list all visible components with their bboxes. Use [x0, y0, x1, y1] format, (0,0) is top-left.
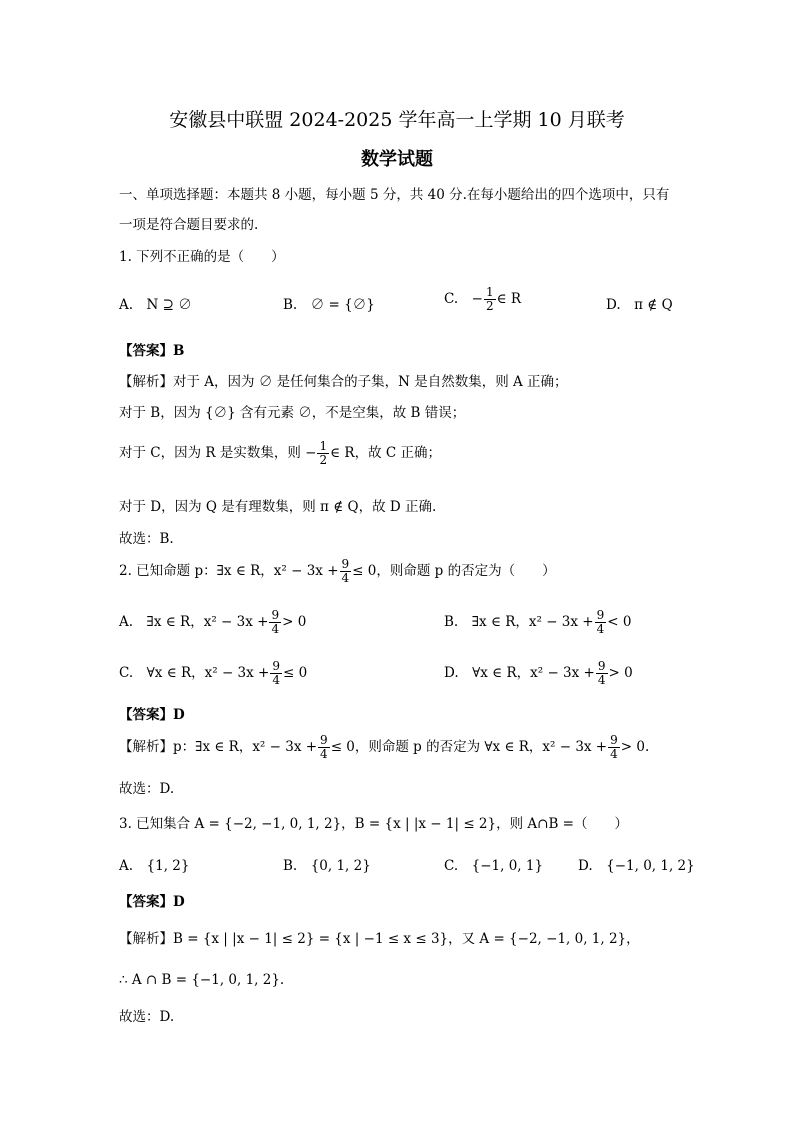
q2-option-a — [119, 609, 306, 636]
section-heading-line2: 一项是符合题目要求的. — [119, 217, 259, 233]
q2-option-a-prefix: A. ∃x ∈ R，x² − 3x + — [119, 614, 269, 630]
q1-exp3-suffix: ∈ R，故 C 正确； — [330, 445, 441, 461]
q2-exp-den-2: 4 — [610, 747, 618, 761]
q1-option-c-den: 2 — [485, 299, 494, 313]
q1-exp3-den: 2 — [319, 453, 328, 467]
q2-option-c-num: 9 — [272, 659, 281, 673]
q1-explanation-3 — [119, 440, 441, 467]
q2-stem-den: 4 — [341, 571, 350, 585]
q2-exp-middle: ≤ 0，则命题 p 的否定为 ∀x ∈ R，x² − 3x + — [330, 739, 608, 755]
q3-explanation-1: 【解析】B = {x | |x − 1| ≤ 2} = {x | −1 ≤ x ≤ 3}，又 A = {−2, −1, 0, 1, 2}， — [119, 931, 640, 947]
q2-choose: 故选：D. — [119, 781, 175, 797]
q3-option-a: A. {1, 2} — [119, 858, 190, 874]
q2-option-c — [119, 660, 307, 687]
q2-option-a-den: 4 — [271, 622, 280, 636]
document-subtitle: 数学试题 — [361, 149, 433, 170]
q2-option-b-suffix: < 0 — [607, 614, 632, 630]
q1-exp3-fraction — [317, 440, 329, 467]
q2-option-c-den: 4 — [272, 673, 281, 687]
q2-option-b-fraction — [595, 609, 607, 636]
q2-stem-fraction — [340, 558, 352, 585]
document-title: 安徽县中联盟 2024-2025 学年高一上学期 10 月联考 — [169, 109, 625, 131]
q2-option-d-num: 9 — [597, 659, 606, 673]
q2-option-b-num: 9 — [596, 608, 605, 622]
q2-exp-suffix: > 0. — [620, 739, 650, 755]
section-heading-line1: 一、单项选择题：本题共 8 小题，每小题 5 分，共 40 分.在每小题给出的四个选项中，只有 — [119, 187, 670, 203]
q1-explanation-1: 【解析】对于 A，因为 ∅ 是任何集合的子集，N 是自然数集，则 A 正确； — [119, 374, 568, 390]
q2-exp-fraction-2 — [608, 734, 620, 761]
q2-option-d-suffix: > 0 — [608, 665, 633, 681]
q2-stem — [119, 558, 556, 585]
q1-choose: 故选：B. — [119, 531, 174, 547]
q3-choose: 故选：D. — [119, 1009, 175, 1025]
q1-exp3-prefix: 对于 C，因为 R 是实数集，则 − — [119, 445, 317, 461]
q2-option-c-fraction — [270, 660, 282, 687]
q1-answer: 【答案】B — [119, 343, 185, 359]
q1-option-d: D. π ∉ Q — [606, 297, 673, 313]
q2-option-d-fraction — [596, 660, 608, 687]
q2-stem-suffix: ≤ 0，则命题 p 的否定为（ ） — [352, 563, 556, 579]
q2-option-d — [444, 660, 633, 687]
q2-exp-num-2: 9 — [610, 733, 618, 747]
q1-option-c — [444, 286, 521, 313]
q3-stem: 3. 已知集合 A = {−2, −1, 0, 1, 2}，B = {x | |x − 1| ≤ 2}，则 A∩B =（ ） — [119, 816, 628, 832]
q2-explanation — [119, 734, 649, 761]
q1-option-c-num: 1 — [485, 285, 494, 299]
q1-option-c-prefix: C. − — [444, 291, 483, 307]
q3-answer: 【答案】D — [119, 894, 185, 910]
q1-exp3-num: 1 — [319, 439, 328, 453]
q3-option-d: D. {−1, 0, 1, 2} — [578, 858, 695, 874]
q2-stem-num: 9 — [341, 557, 350, 571]
q3-explanation-2: ∴ A ∩ B = {−1, 0, 1, 2}. — [119, 972, 285, 988]
q1-option-c-fraction — [484, 286, 496, 313]
q2-stem-prefix: 2. 已知命题 p：∃x ∈ R，x² − 3x + — [119, 563, 339, 579]
q1-option-b: B. ∅ = {∅} — [283, 297, 375, 313]
q2-option-d-den: 4 — [597, 673, 606, 687]
q2-option-c-suffix: ≤ 0 — [283, 665, 308, 681]
q1-option-c-suffix: ∈ R — [496, 291, 522, 307]
q2-option-d-prefix: D. ∀x ∈ R，x² − 3x + — [444, 665, 595, 681]
q2-exp-num-1: 9 — [320, 733, 328, 747]
q3-option-c: C. {−1, 0, 1} — [444, 858, 544, 874]
q2-exp-fraction-1 — [318, 734, 330, 761]
q2-option-b-prefix: B. ∃x ∈ R，x² − 3x + — [444, 614, 594, 630]
q2-exp-den-1: 4 — [320, 747, 328, 761]
q2-answer: 【答案】D — [119, 707, 185, 723]
q1-explanation-2: 对于 B，因为 {∅} 含有元素 ∅，不是空集，故 B 错误； — [119, 405, 466, 421]
q2-exp-prefix: 【解析】p：∃x ∈ R，x² − 3x + — [119, 739, 318, 755]
q1-explanation-4: 对于 D，因为 Q 是有理数集，则 π ∉ Q，故 D 正确. — [119, 499, 437, 515]
q2-option-b-den: 4 — [596, 622, 605, 636]
q2-option-a-num: 9 — [271, 608, 280, 622]
q1-stem: 1. 下列不正确的是（ ） — [119, 249, 285, 265]
q2-option-c-prefix: C. ∀x ∈ R，x² − 3x + — [119, 665, 270, 681]
q2-option-b — [444, 609, 631, 636]
q3-option-b: B. {0, 1, 2} — [283, 858, 371, 874]
q2-option-a-suffix: > 0 — [282, 614, 307, 630]
q1-option-a: A. N ⊇ ∅ — [119, 297, 192, 313]
q2-option-a-fraction — [269, 609, 281, 636]
